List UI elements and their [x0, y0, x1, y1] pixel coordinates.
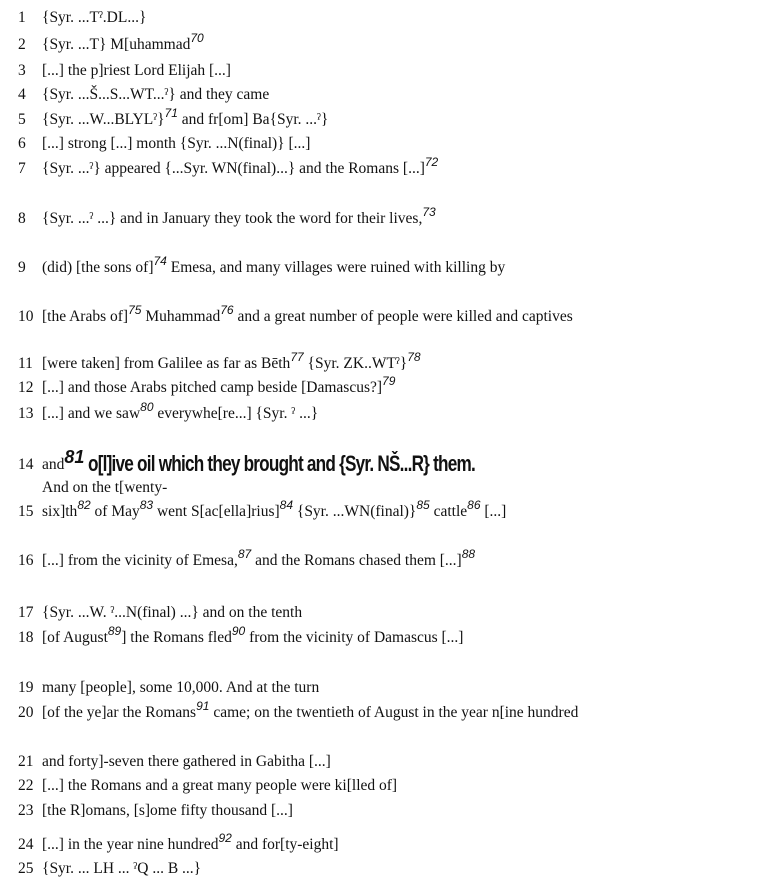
line-text: And on the t[wenty-: [42, 479, 168, 496]
line-text: many [people], some 10,000. And at the turn: [42, 679, 320, 696]
line-text: {Syr. ...W...BLYLˀ}: [42, 111, 165, 128]
line-text: and for[ty-eight]: [235, 836, 339, 853]
text-line-16: [18, 549, 582, 573]
line-text: and: [42, 456, 65, 473]
text-line-6: [18, 132, 558, 156]
text-line-21: [18, 750, 558, 774]
text-line-19: [18, 676, 558, 700]
line-number: 6: [18, 135, 26, 152]
text-line-5: [18, 108, 558, 132]
line-text: and forty]-seven there gathered in Gabitha [...]: [42, 753, 331, 770]
line-number: 3: [18, 62, 26, 79]
line-number: 22: [18, 777, 34, 794]
footnote-ref: 71: [164, 106, 178, 120]
line-text: from the vicinity of Damascus [...]: [249, 629, 464, 646]
line-text: [the Arabs of]: [42, 308, 129, 325]
line-text: cattle: [433, 503, 468, 520]
line-text: [...] and we saw: [42, 405, 141, 422]
line-number: 16: [18, 552, 34, 569]
footnote-ref: 70: [190, 31, 204, 45]
line-text: [of August: [42, 629, 108, 646]
line-number: 12: [18, 379, 34, 396]
text-line-12: [18, 376, 558, 400]
text-line-14-continued: [42, 476, 542, 500]
line-number: 7: [18, 160, 26, 177]
line-text: of May: [94, 503, 140, 520]
line-text: [...]: [484, 503, 507, 520]
line-text: went S[ac[ella]rius]: [156, 503, 280, 520]
line-text: [...] from the vicinity of Emesa,: [42, 552, 238, 569]
line-number: 9: [18, 259, 26, 276]
footnote-ref: 73: [422, 205, 436, 219]
footnote-ref: 86: [467, 498, 481, 512]
footnote-ref: 72: [424, 155, 439, 169]
line-text: [...] strong [...] month {Syr. ...N(final)} [...]: [42, 135, 311, 152]
line-text: Emesa, and many villages were ruined with killing by: [170, 259, 506, 276]
line-number: 21: [18, 753, 34, 770]
footnote-ref: 82: [77, 498, 91, 512]
line-text: and the Romans chased them [...]: [255, 552, 462, 569]
line-text: {Syr. ...T} M[uhammad: [42, 36, 191, 53]
text-line-1: [18, 6, 558, 30]
line-text: {Syr. ...W. ˀ...N(final) ...} and on the tenth: [42, 604, 303, 621]
text-line-4: [18, 83, 558, 107]
line-number: 19: [18, 679, 34, 696]
text-line-20: [18, 701, 582, 725]
footnote-ref: 89: [107, 624, 122, 638]
line-text: {Syr. ...WN(final)}: [296, 503, 417, 520]
line-number: 8: [18, 210, 26, 227]
line-text: (did) [the sons of]: [42, 259, 154, 276]
footnote-ref: 77: [290, 350, 304, 364]
line-number: 1: [18, 9, 26, 26]
line-text: {Syr. ...ˀ} appeared {...Syr. WN(final)...} and the Romans [...]: [42, 160, 425, 177]
footnote-ref: 79: [382, 374, 396, 388]
footnote-ref: 74: [153, 254, 167, 268]
line-text: [of the ye]ar the Romans: [42, 704, 197, 721]
text-line-23: [18, 799, 558, 823]
footnote-ref: 87: [237, 547, 252, 561]
text-line-8: [18, 207, 582, 231]
line-text-enlarged: o[l]ive oil which they brought and {Syr. NŠ...R} them.: [88, 451, 476, 476]
line-number: 5: [18, 111, 26, 128]
text-line-17: [18, 601, 558, 625]
text-line-25: [18, 857, 558, 881]
text-line-9: [18, 256, 582, 280]
line-text: came; on the twentieth of August in the year n[ine hundred: [213, 704, 579, 721]
text-line-11: [18, 352, 558, 376]
line-text: {Syr. ZK..WTˀ}: [307, 355, 408, 372]
line-number: 20: [18, 704, 34, 721]
text-line-14: [18, 448, 558, 479]
footnote-ref: 84: [279, 498, 293, 512]
line-number: 17: [18, 604, 34, 621]
line-number: 11: [18, 355, 33, 372]
text-line-10: [18, 305, 582, 329]
line-number: 15: [18, 503, 34, 520]
line-number: 23: [18, 802, 34, 819]
line-number: 2: [18, 36, 26, 53]
line-text: [the R]omans, [s]ome fifty thousand [...]: [42, 802, 293, 819]
line-text: {Syr. ...ˀ ...} and in January they took the word for their lives,: [42, 210, 423, 227]
line-text: [...] in the year nine hundred: [42, 836, 219, 853]
footnote-ref: 76: [220, 303, 234, 317]
text-line-15: [18, 500, 582, 524]
footnote-ref: 78: [407, 350, 421, 364]
line-number: 18: [18, 629, 34, 646]
text-line-22: [18, 774, 558, 798]
text-line-13: [18, 402, 558, 426]
footnote-ref: 91: [196, 699, 210, 713]
line-number: 14: [18, 456, 34, 473]
line-number: 10: [18, 308, 34, 325]
line-text: {Syr. ...Tˀ.DL...}: [42, 9, 147, 26]
line-text: [...] and those Arabs pitched camp beside [Damascus?]: [42, 379, 383, 396]
line-text: [...] the p]riest Lord Elijah [...]: [42, 62, 231, 79]
line-number: 25: [18, 860, 34, 877]
footnote-ref: 75: [128, 303, 142, 317]
footnote-ref: 88: [461, 547, 476, 561]
line-number: 24: [18, 836, 34, 853]
line-text: and a great number of people were killed and captives: [237, 308, 573, 325]
footnote-ref: 92: [218, 831, 232, 845]
line-number: 13: [18, 405, 34, 422]
text-line-2: [18, 33, 558, 57]
text-line-3: [18, 59, 558, 83]
line-number: 4: [18, 86, 26, 103]
line-text: six]th: [42, 503, 78, 520]
line-text: and fr[om] Ba{Syr. ...ˀ}: [181, 111, 329, 128]
line-text: [...] the Romans and a great many people were ki[lled of]: [42, 777, 398, 794]
line-text: {Syr. ...Š...S...WT...ˀ} and they came: [42, 86, 270, 103]
text-line-7: [18, 157, 582, 181]
footnote-ref: 85: [416, 498, 430, 512]
line-text: [were taken] from Galilee as far as Bēth: [42, 355, 291, 372]
text-line-24: [18, 833, 558, 857]
text-line-18: [18, 626, 582, 650]
line-text: {Syr. ... LH ... ˀQ ... B ...}: [42, 860, 202, 877]
footnote-ref: 83: [139, 498, 154, 512]
footnote-ref: 81: [64, 447, 85, 467]
footnote-ref: 90: [231, 624, 246, 638]
line-text: everywhe[re...] {Syr. ˀ ...}: [157, 405, 319, 422]
line-text: Muhammad: [145, 308, 221, 325]
footnote-ref: 80: [140, 400, 154, 414]
line-text: ] the Romans fled: [121, 629, 232, 646]
